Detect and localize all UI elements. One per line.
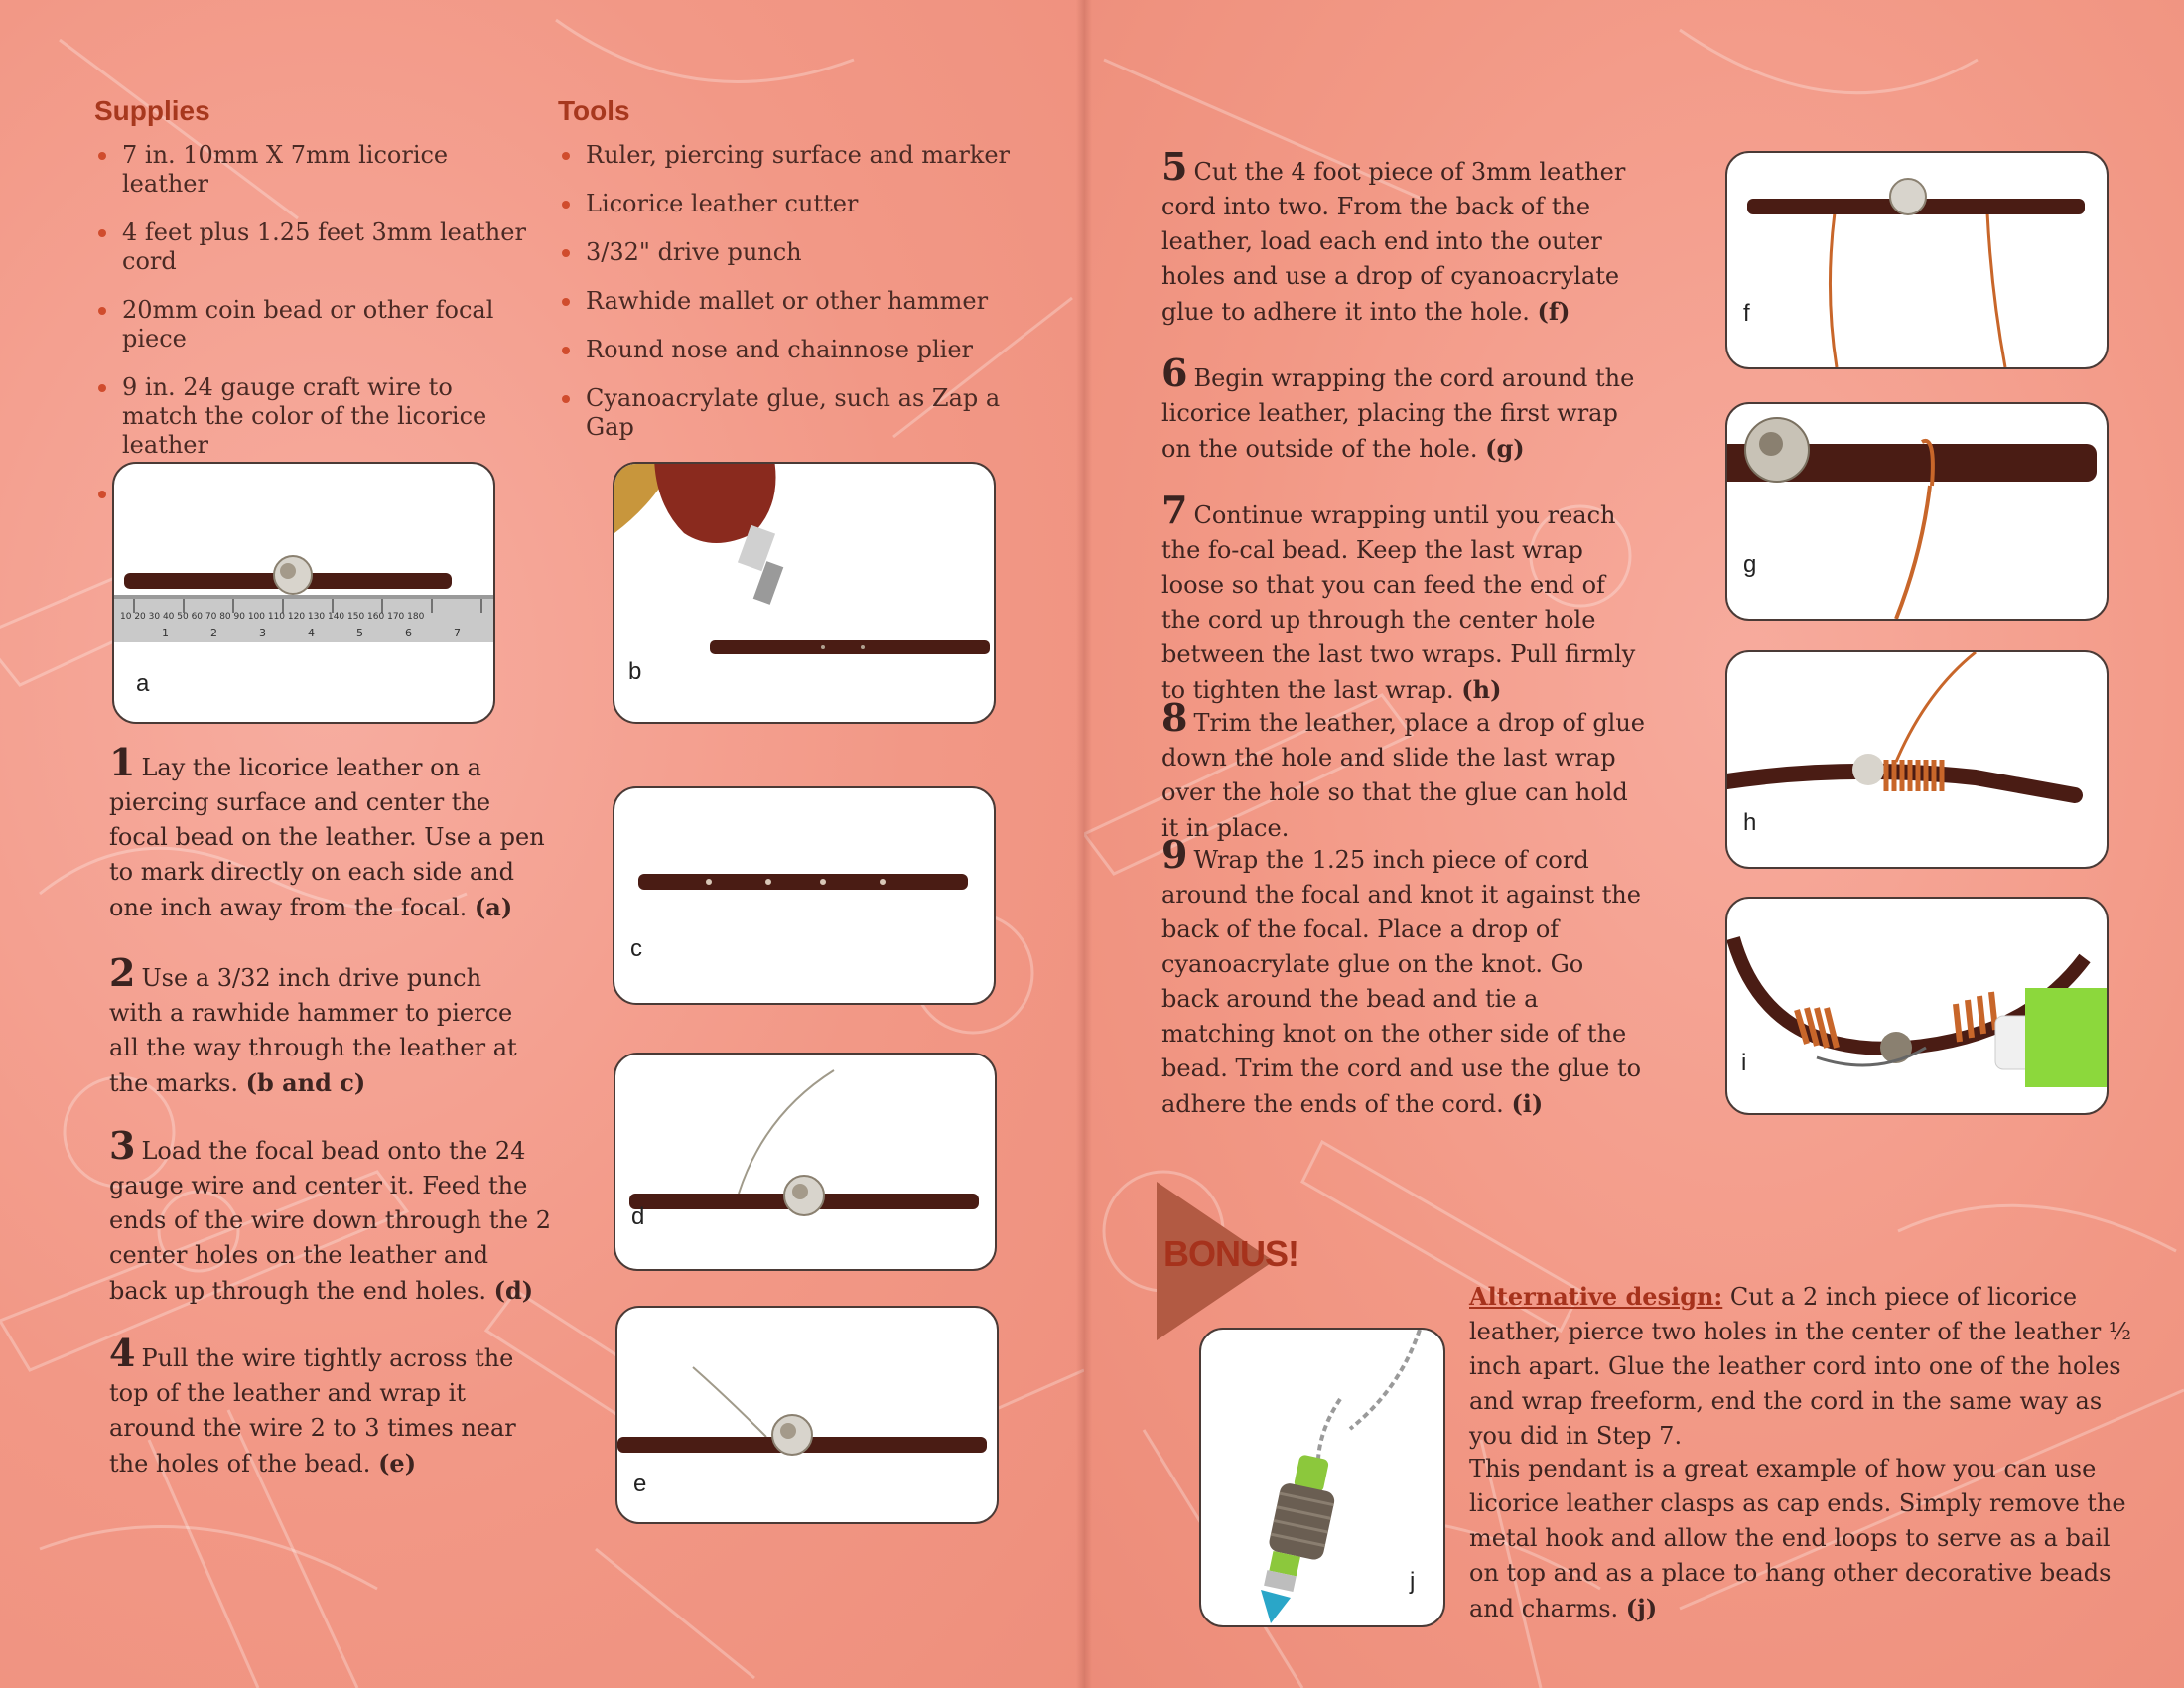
photo-label: d — [631, 1203, 645, 1230]
step-7 — [1161, 488, 1648, 708]
pendant-illustration — [1201, 1330, 1443, 1625]
cord-loaded-illustration — [1727, 153, 2107, 367]
photo-label: a — [136, 670, 150, 697]
step-reference: (a) — [474, 893, 513, 921]
list-item: 9 in. 24 gauge craft wire to match the color of the licorice leather — [94, 373, 531, 460]
step-text: Cut the 4 foot piece of 3mm leather cord into two. From the back of the leather, load each end into the outer holes and use a drop of cyanoacrylate glue to adhere it into the hole. — [1161, 158, 1626, 326]
pendant-body: This pendant is a great example of how you can use licorice leather clasps as cap ends. Simply remove the metal hook and allow the end loops to serve as a bail on top and as a place to hang other decorative beads and charms. — [1469, 1455, 2126, 1622]
step-number: 9 — [1161, 832, 1188, 877]
photo-i — [1725, 897, 2109, 1115]
step-reference: (f) — [1537, 297, 1570, 326]
finished-knot-illustration — [1727, 899, 2107, 1113]
photo-label: e — [633, 1471, 647, 1497]
step-1 — [109, 740, 551, 925]
punched-leather-illustration — [614, 788, 994, 1003]
page-gutter — [1076, 0, 1092, 1688]
step-reference: (h) — [1461, 675, 1502, 704]
ruler-mm-scale: 10 20 30 40 50 60 70 80 90 100 110 120 130 140 150 160 170 180 — [120, 612, 425, 622]
photo-label: g — [1743, 551, 1757, 578]
photo-d — [614, 1053, 997, 1271]
list-item: Rawhide mallet or other hammer — [558, 287, 1034, 316]
list-item: Cyanoacrylate glue, such as Zap a Gap — [558, 384, 1034, 442]
first-wrap-illustration — [1727, 404, 2107, 619]
step-8 — [1161, 695, 1648, 846]
step-reference: (e) — [378, 1449, 417, 1477]
photo-label: c — [630, 935, 642, 962]
ruler-inch-label: 4 — [308, 627, 315, 639]
step-number: 8 — [1161, 695, 1188, 740]
step-text: Lay the licorice leather on a piercing surface and center the focal bead on the leather. Use a pen to mark directly on each side and one inch away from the focal. — [109, 754, 545, 921]
ruler-inch-label: 3 — [259, 627, 266, 639]
leather-on-ruler-illustration — [114, 464, 493, 722]
ruler-inch-label: 5 — [356, 627, 363, 639]
step-9 — [1161, 832, 1648, 1122]
step-number: 6 — [1161, 351, 1188, 395]
step-number: 5 — [1161, 144, 1188, 189]
step-3 — [109, 1123, 551, 1309]
step-number: 1 — [109, 740, 136, 784]
step-6 — [1161, 351, 1648, 467]
step-4 — [109, 1331, 551, 1481]
alternative-design-heading: Alternative design: — [1469, 1282, 1723, 1311]
list-item: Round nose and chainnose plier — [558, 336, 1034, 364]
step-text: Load the focal bead onto the 24 gauge wire and center it. Feed the ends of the wire down through the 2 center holes on the leather and back up through the end holes. — [109, 1137, 551, 1305]
pendant-text — [1469, 1452, 2134, 1626]
alternative-design-body: Cut a 2 inch piece of licorice leather, pierce two holes in the center of the leather ½ inch apart. Glue the leather cord into one of the holes and wrap freeform, end the cord in the same way as you did in Step 7. — [1469, 1283, 2132, 1450]
ruler-inch-label: 1 — [162, 627, 169, 639]
photo-label: h — [1743, 809, 1757, 836]
photo-label: f — [1743, 300, 1750, 327]
step-text: Wrap the 1.25 inch piece of cord around the focal and knot it against the back of the focal. Place a drop of cyanoacrylate glue on the knot. Go back around the bead and tie a matching knot on the other side of the bead. Trim the cord and use the glue to adhere the ends of the cord. — [1161, 846, 1642, 1118]
step-2 — [109, 950, 536, 1101]
photo-f — [1725, 151, 2109, 369]
tools-list — [558, 141, 1034, 442]
step-text: Continue wrapping until you reach the fo-cal bead. Keep the last wrap loose so that you can feed the end of the cord up through the center hole between the last two wraps. Pull firmly to tighten the last wrap. — [1161, 501, 1636, 704]
ruler-inch-label: 7 — [454, 627, 461, 639]
supplies-heading: Supplies — [94, 95, 210, 126]
list-item: Licorice leather cutter — [558, 190, 1034, 218]
step-reference: (i) — [1511, 1089, 1544, 1118]
step-reference: (d) — [493, 1276, 534, 1305]
photo-label: b — [628, 658, 642, 685]
photo-g — [1725, 402, 2109, 621]
alternative-design-text — [1469, 1279, 2134, 1454]
photo-b — [613, 462, 996, 724]
step-text: Use a 3/32 inch drive punch with a rawhide hammer to pierce all the way through the leather at the marks. — [109, 964, 517, 1097]
step-reference: (j) — [1625, 1594, 1658, 1622]
step-text: Trim the leather, place a drop of glue down the hole and slide the last wrap over the hole so that the glue can hold it in place. — [1161, 709, 1646, 842]
photo-h — [1725, 650, 2109, 869]
wire-wrapped-illustration — [617, 1308, 997, 1522]
step-text: Pull the wire tightly across the top of the leather and wrap it around the wire 2 to 3 times near the holes of the bead. — [109, 1344, 516, 1477]
photo-e — [615, 1306, 999, 1524]
photo-c — [613, 786, 996, 1005]
photo-label: i — [1741, 1050, 1747, 1076]
step-number: 2 — [109, 950, 136, 995]
bead-on-wire-illustration — [615, 1055, 995, 1269]
list-item: Ruler, piercing surface and marker — [558, 141, 1034, 170]
drive-punch-illustration — [614, 464, 994, 722]
step-number: 4 — [109, 1331, 136, 1375]
ruler-inch-label: 6 — [405, 627, 412, 639]
wrap-to-focal-illustration — [1727, 652, 2107, 867]
list-item: 20mm coin bead or other focal piece — [94, 296, 531, 353]
step-reference: (g) — [1485, 434, 1525, 463]
photo-label: j — [1410, 1568, 1416, 1595]
step-text: Begin wrapping the cord around the licorice leather, placing the first wrap on the outside of the hole. — [1161, 364, 1635, 463]
tools-heading: Tools — [558, 95, 630, 126]
photo-j — [1199, 1328, 1445, 1627]
list-item: 3/32" drive punch — [558, 238, 1034, 267]
list-item: 4 feet plus 1.25 feet 3mm leather cord — [94, 218, 531, 276]
photo-a — [112, 462, 495, 724]
step-number: 7 — [1161, 488, 1188, 532]
step-reference: (b and c) — [245, 1068, 366, 1097]
bonus-title: BONUS! — [1163, 1233, 1298, 1274]
step-number: 3 — [109, 1123, 136, 1168]
list-item: 7 in. 10mm X 7mm licorice leather — [94, 141, 531, 199]
step-5 — [1161, 144, 1648, 330]
ruler-inch-label: 2 — [210, 627, 217, 639]
left-page — [0, 0, 1084, 1688]
